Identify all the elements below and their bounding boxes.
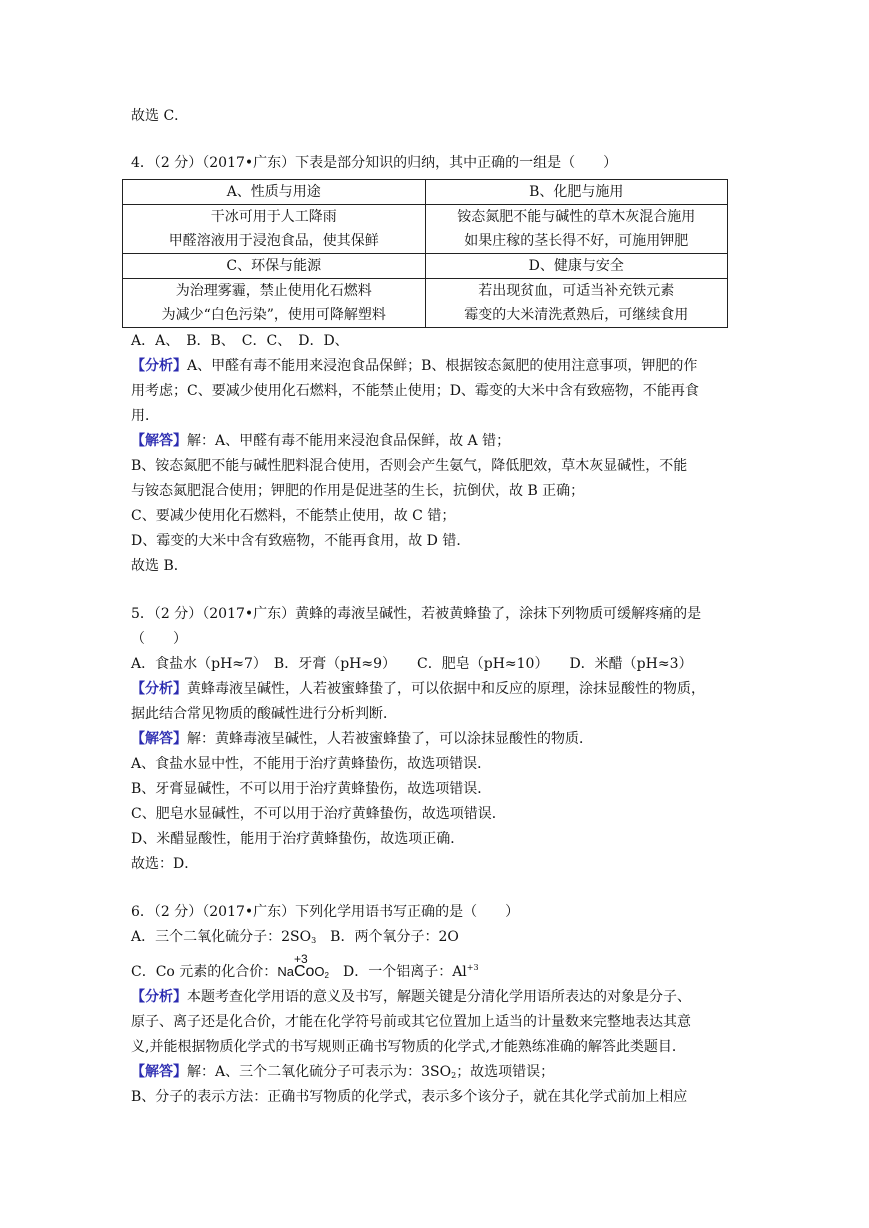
q5-answer-text1: 解：黄蜂毒液呈碱性，人若被蜜蜂蛰了，可以涂抹显酸性的物质． xyxy=(187,731,593,747)
q4-stem: 4．（2 分）（2017•广东）下表是部分知识的归纳，其中正确的一组是（ ） xyxy=(131,155,618,171)
q4-answer-line5: D、霉变的大米中含有致癌物，不能再食用，故 D 错． xyxy=(131,533,471,549)
q5-analysis-text1: 黄蜂毒液呈碱性，人若被蜜蜂蛰了，可以依据中和反应的原理，涂抹显酸性的物质， xyxy=(187,681,705,697)
q4-table-c-line1: 为治理雾霾，禁止使用化石燃料 xyxy=(175,283,372,299)
q4-table-c-line2: 为减少“白色污染”，使用可降解塑料 xyxy=(161,307,386,323)
q6-answer-line1 xyxy=(131,1062,554,1086)
q6-analysis-line1 xyxy=(131,987,691,1007)
q6-formula-o: O xyxy=(314,964,325,979)
q6-answer-subscript: 2 xyxy=(451,1071,457,1080)
q6-formula-na: Na xyxy=(277,964,294,979)
q4-analysis-line2: 用考虑；C、要减少使用化石燃料，不能禁止使用；D、霉变的大米中含有致癌物，不能再食 xyxy=(131,383,699,399)
q4-answer-text1: 解：A、甲醛有毒不能用来浸泡食品保鲜，故 A 错； xyxy=(187,433,511,449)
prev-conclusion: 故选 C． xyxy=(131,108,189,124)
q6-stem: 6．（2 分）（2017•广东）下列化学用语书写正确的是（ ） xyxy=(131,904,520,920)
q6-option-d: D．一个铝离子：Al xyxy=(328,964,467,980)
q5-conclusion: 故选：D． xyxy=(131,856,199,872)
q6-analysis-text1: 本题考查化学用语的意义及书写，解题关键是分清化学用语所表达的对象是分子、 xyxy=(187,989,691,1005)
q6-formula-co-symbol: Co xyxy=(293,963,315,980)
q4-table-a-head: A、性质与用途 xyxy=(123,180,426,205)
q4-answer-line3: 与铵态氮肥混合使用；钾肥的作用是促进茎的生长，抗倒伏，故 B 正确； xyxy=(131,483,585,499)
q5-analysis-line1 xyxy=(131,679,705,699)
q4-table-b-body xyxy=(425,205,728,254)
q5-answer-line3: B、牙膏显碱性，不可以用于治疗黄蜂蛰伤，故选项错误． xyxy=(131,781,492,797)
q5-answer-line5: D、米醋显酸性，能用于治疗黄蜂蛰伤，故选项正确． xyxy=(131,831,465,847)
q6-formula-co xyxy=(293,952,315,982)
q4-table-d-body xyxy=(425,279,728,328)
q4-table-a-line2: 甲醛溶液用于浸泡食品，使其保鲜 xyxy=(168,233,379,249)
q5-answer-line1 xyxy=(131,729,593,749)
q5-answer-line4: C、肥皂水显碱性，不可以用于治疗黄蜂蛰伤，故选项错误． xyxy=(131,806,506,822)
q5-stem-line1: 5．（2 分）（2017•广东）黄蜂的毒液呈碱性，若被黄蜂蛰了，涂抹下列物质可缓解疼痛的是 xyxy=(131,606,702,622)
q4-options: A．A、 B．B、 C．C、 D．D、 xyxy=(131,333,349,349)
q4-table-a-body xyxy=(123,205,426,254)
q4-analysis-text1: A、甲醛有毒不能用来浸泡食品保鲜；B、根据铵态氮肥的使用注意事项，钾肥的作 xyxy=(187,358,698,374)
q6-answer-text1a: 解：A、三个二氧化硫分子可表示为：3SO xyxy=(187,1064,452,1080)
q4-answer-line1 xyxy=(131,431,510,451)
q4-conclusion: 故选 B． xyxy=(131,558,188,574)
q6-option-a: A．三个二氧化硫分子：2SO xyxy=(131,929,312,945)
q6-formula-valence: +3 xyxy=(293,952,308,966)
q4-knowledge-table xyxy=(122,179,728,328)
q4-table-b-line1: 铵态氮肥不能与碱性的草木灰混合施用 xyxy=(457,209,696,225)
q4-table-b-head: B、化肥与施用 xyxy=(425,180,728,205)
q5-analysis-tag: 【分析】 xyxy=(131,681,187,697)
q6-options-cd xyxy=(131,952,479,986)
q4-table-a-line1: 干冰可用于人工降雨 xyxy=(210,209,337,225)
q4-table-b-line2: 如果庄稼的茎长得不好，可施用钾肥 xyxy=(464,233,689,249)
q4-table-d-line2: 霉变的大米清洗煮熟后，可继续食用 xyxy=(464,307,689,323)
q4-analysis-tag: 【分析】 xyxy=(131,358,187,374)
q6-analysis-tag: 【分析】 xyxy=(131,989,187,1005)
q6-formula-o-subscript: 2 xyxy=(324,971,329,980)
q4-answer-line2: B、铵态氮肥不能与碱性肥料混合使用，否则会产生氨气，降低肥效，草木灰显碱性，不能 xyxy=(131,458,688,474)
q4-answer-tag: 【解答】 xyxy=(131,433,187,449)
q4-table-c-body xyxy=(123,279,426,328)
q4-table-d-head: D、健康与安全 xyxy=(425,254,728,279)
q4-table-c-head: C、环保与能源 xyxy=(123,254,426,279)
q6-options-ab xyxy=(131,927,459,951)
q5-answer-tag: 【解答】 xyxy=(131,731,187,747)
q6-option-c-formula xyxy=(277,952,329,986)
q4-answer-line4: C、要减少使用化石燃料，不能禁止使用，故 C 错； xyxy=(131,508,456,524)
q6-option-b: B．两个氧分子：2O xyxy=(316,929,459,945)
q5-options: A．食盐水（pH≈7） B．牙膏（pH≈9） C．肥皂（pH≈10） D．米醋（pH≈3） xyxy=(131,656,693,672)
q4-analysis-line3: 用． xyxy=(131,408,159,424)
q4-table-d-line1: 若出现贫血，可适当补充铁元素 xyxy=(478,283,675,299)
q6-answer-line2: B、分子的表示方法：正确书写物质的化学式，表示多个该分子，就在其化学式前加上相应 xyxy=(131,1089,688,1105)
q4-analysis-line1 xyxy=(131,356,697,376)
q6-option-a-subscript: 3 xyxy=(311,936,317,945)
q5-stem-line2: （ ） xyxy=(131,631,187,647)
q5-analysis-line2: 据此结合常见物质的酸碱性进行分析判断． xyxy=(131,706,397,722)
q6-answer-tag: 【解答】 xyxy=(131,1064,187,1080)
q6-answer-text1b: ；故选项错误； xyxy=(456,1064,555,1080)
q6-option-c: C．Co 元素的化合价： xyxy=(131,964,278,980)
q6-option-d-superscript: +3 xyxy=(466,963,479,972)
q5-answer-line2: A、食盐水显中性，不能用于治疗黄蜂蛰伤，故选项错误． xyxy=(131,756,492,772)
q6-analysis-line3: 义,并能根据物质化学式的书写规则正确书写物质的化学式,才能熟练准确的解答此类题目． xyxy=(131,1039,686,1055)
q6-analysis-line2: 原子、离子还是化合价，才能在化学符号前或其它位置加上适当的计量数来完整地表达其意 xyxy=(131,1014,691,1030)
